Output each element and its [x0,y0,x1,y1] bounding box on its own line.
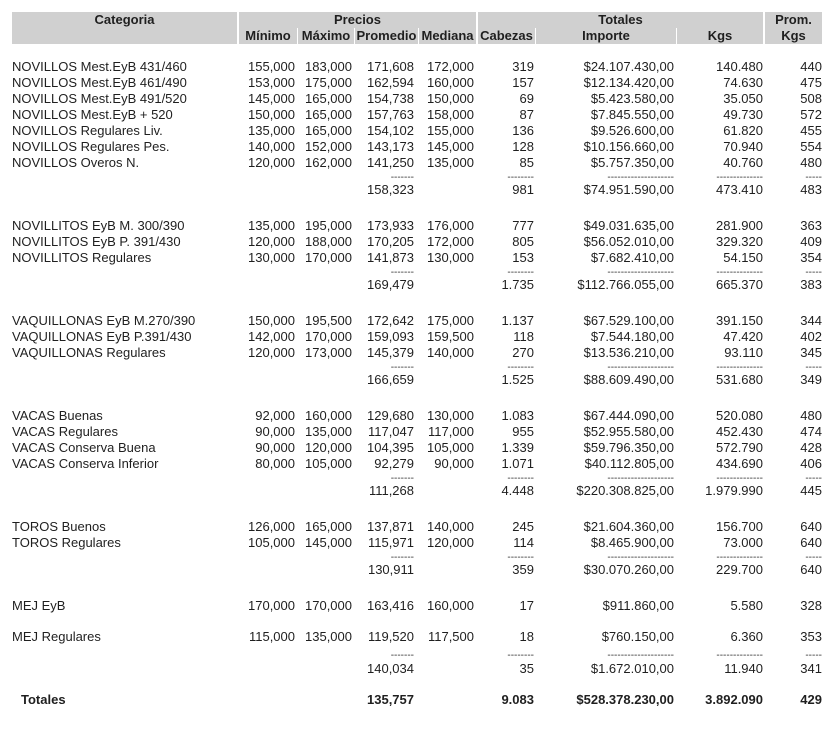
cell-importe: $13.536.210,00 [583,345,674,360]
cell-minimo: 145,000 [248,91,295,106]
separator-promedio: ------- [390,172,414,183]
cell-cabezas: 136 [512,123,534,138]
cell-importe: $12.134.420,00 [583,75,674,90]
cell-kgs: 452.430 [716,424,763,439]
cell-kgs: 35.050 [723,91,763,106]
cell-importe: $5.423.580,00 [590,91,674,106]
cell-importe: $9.526.600,00 [590,123,674,138]
cell-kgs: 572.790 [716,440,763,455]
subtotal-cabezas: 359 [512,562,534,577]
header-blank [12,28,237,44]
separator-cabezas: -------- [507,552,534,563]
separator-kgs: -------------- [716,362,763,373]
cell-promedio: 172,642 [367,313,414,328]
table-row [0,155,833,171]
table-row [0,139,833,155]
subtotal-row [0,483,833,499]
separator-prom: ----- [805,362,822,373]
table-row [0,535,833,551]
cell-mediana: 150,000 [427,91,474,106]
cell-categoria: NOVILLITOS EyB P. 391/430 [12,234,181,249]
separator-prom: ----- [805,172,822,183]
subtotal-promedio: 158,323 [367,182,414,197]
cell-kgs: 391.150 [716,313,763,328]
cell-cabezas: 777 [512,218,534,233]
cell-maximo: 162,000 [305,155,352,170]
cell-importe: $911.860,00 [602,598,674,613]
header-maximo: Máximo [298,28,354,44]
cell-mediana: 145,000 [427,139,474,154]
cell-categoria: MEJ EyB [12,598,66,613]
cell-importe: $24.107.430,00 [583,59,674,74]
cell-cabezas: 270 [512,345,534,360]
cell-maximo: 135,000 [305,424,352,439]
cell-minimo: 120,000 [248,234,295,249]
cell-maximo: 170,000 [305,250,352,265]
subtotal-prom: 349 [800,372,822,387]
cell-mediana: 160,000 [427,75,474,90]
table-row [0,424,833,440]
cell-promedio: 104,395 [367,440,414,455]
cell-maximo: 165,000 [305,123,352,138]
subtotal-importe: $74.951.590,00 [583,182,674,197]
cell-categoria: VAQUILLONAS EyB M.270/390 [12,313,196,328]
totals-prom: 429 [800,692,822,707]
subtotal-row [0,372,833,388]
subtotal-cabezas: 4.448 [501,483,534,498]
table-row [0,345,833,361]
subtotal-kgs: 229.700 [716,562,763,577]
cell-maximo: 170,000 [305,329,352,344]
cell-minimo: 90,000 [255,424,295,439]
cell-cabezas: 1.339 [501,440,534,455]
cell-cabezas: 114 [513,535,534,550]
cell-prom-kgs: 409 [800,234,822,249]
separator-importe: -------------------- [607,362,674,373]
cell-importe: $40.112.805,00 [584,456,674,471]
subtotal-prom: 445 [800,483,822,498]
cell-kgs: 73.000 [723,535,763,550]
cell-promedio: 117,047 [367,424,414,439]
cell-promedio: 141,250 [367,155,414,170]
subtotal-promedio: 140,034 [367,661,414,676]
cell-maximo: 160,000 [305,408,352,423]
separator-kgs: -------------- [716,172,763,183]
cell-kgs: 74.630 [723,75,763,90]
cell-categoria: TOROS Buenos [12,519,106,534]
cell-kgs: 49.730 [723,107,763,122]
table-row [0,91,833,107]
cell-maximo: 135,000 [305,629,352,644]
cell-maximo: 120,000 [305,440,352,455]
cell-cabezas: 85 [519,155,534,170]
cell-importe: $7.682.410,00 [590,250,674,265]
separator-prom: ----- [805,650,822,661]
cell-mediana: 117,000 [427,424,474,439]
totals-label: Totales [21,692,66,707]
cell-importe: $52.955.580,00 [583,424,674,439]
subtotal-promedio: 169,479 [367,277,414,292]
cell-mediana: 160,000 [427,598,474,613]
cell-importe: $5.757.350,00 [590,155,674,170]
cell-categoria: NOVILLOS Mest.EyB 491/520 [12,91,187,106]
cell-categoria: TOROS Regulares [12,535,121,550]
table-row [0,313,833,329]
cell-categoria: VACAS Conserva Inferior [12,456,159,471]
cell-importe: $8.465.900,00 [590,535,674,550]
cell-prom-kgs: 428 [800,440,822,455]
cell-categoria: NOVILLOS Mest.EyB 461/490 [12,75,187,90]
cell-mediana: 90,000 [434,456,474,471]
subtotal-prom: 383 [800,277,822,292]
cell-cabezas: 955 [512,424,534,439]
cell-promedio: 163,416 [367,598,414,613]
subtotal-promedio: 111,268 [368,483,414,498]
subtotal-importe: $112.766.055,00 [577,277,674,292]
table-row [0,519,833,535]
cell-cabezas: 319 [512,59,534,74]
cell-categoria: NOVILLOS Regulares Liv. [12,123,163,138]
subtotal-kgs: 473.410 [716,182,763,197]
separator-importe: -------------------- [607,473,674,484]
table-row [0,75,833,91]
cell-promedio: 141,873 [367,250,414,265]
cell-categoria: NOVILLOS Regulares Pes. [12,139,170,154]
separator-promedio: ------- [390,473,414,484]
cell-prom-kgs: 475 [800,75,822,90]
cell-maximo: 170,000 [305,598,352,613]
cell-mediana: 135,000 [427,155,474,170]
cell-kgs: 70.940 [723,139,763,154]
cell-mediana: 117,500 [427,629,474,644]
table-row [0,629,833,645]
cell-prom-kgs: 345 [800,345,822,360]
separator-importe: -------------------- [607,552,674,563]
totals-kgs: 3.892.090 [705,692,763,707]
subtotal-cabezas: 35 [519,661,534,676]
cell-mediana: 176,000 [427,218,474,233]
separator-promedio: ------- [390,362,414,373]
cell-cabezas: 1.071 [501,456,534,471]
cell-cabezas: 1.137 [501,313,534,328]
totals-row [0,692,833,708]
subtotal-kgs: 1.979.990 [705,483,763,498]
header-precios: Precios [239,12,476,28]
cell-importe: $21.604.360,00 [583,519,674,534]
subtotal-promedio: 130,911 [367,562,414,577]
cell-kgs: 140.480 [716,59,763,74]
header-cabezas: Cabezas [478,28,535,44]
table-row [0,234,833,250]
cell-minimo: 105,000 [248,535,295,550]
cell-mediana: 120,000 [427,535,474,550]
cell-categoria: NOVILLOS Mest.EyB + 520 [12,107,173,122]
subtotal-importe: $30.070.260,00 [583,562,674,577]
cell-kgs: 61.820 [723,123,763,138]
cell-cabezas: 18 [519,629,534,644]
subtotal-prom: 483 [800,182,822,197]
cell-promedio: 162,594 [367,75,414,90]
cell-prom-kgs: 455 [800,123,822,138]
cell-prom-kgs: 344 [800,313,822,328]
cell-maximo: 152,000 [305,139,352,154]
subtotal-kgs: 665.370 [716,277,763,292]
cell-importe: $10.156.660,00 [583,139,674,154]
cell-minimo: 155,000 [248,59,295,74]
header-prom-kgs: Kgs [765,28,822,44]
cell-minimo: 170,000 [248,598,295,613]
cell-categoria: VAQUILLONAS Regulares [12,345,166,360]
header-promedio: Promedio [356,28,417,43]
cell-mediana: 158,000 [427,107,474,122]
cell-cabezas: 153 [512,250,534,265]
cell-kgs: 6.360 [730,629,763,644]
cell-kgs: 40.760 [723,155,763,170]
subtotal-kgs: 531.680 [716,372,763,387]
separator-cabezas: -------- [507,267,534,278]
cell-importe: $7.544.180,00 [590,329,674,344]
cell-prom-kgs: 474 [800,424,822,439]
separator-kgs: -------------- [716,473,763,484]
table-row [0,408,833,424]
cell-mediana: 175,000 [427,313,474,328]
cell-minimo: 142,000 [248,329,295,344]
cell-maximo: 145,000 [305,535,352,550]
cell-maximo: 165,000 [305,107,352,122]
table-row [0,329,833,345]
cell-prom-kgs: 640 [800,519,822,534]
separator-importe: -------------------- [607,650,674,661]
separator-cabezas: -------- [507,172,534,183]
header-minimo: Mínimo [239,28,297,44]
cell-prom-kgs: 480 [800,408,822,423]
cell-prom-kgs: 554 [800,139,822,154]
cell-importe: $49.031.635,00 [583,218,674,233]
cell-minimo: 150,000 [248,313,295,328]
cell-promedio: 143,173 [367,139,414,154]
cell-minimo: 135,000 [248,218,295,233]
cell-maximo: 173,000 [305,345,352,360]
separator-promedio: ------- [390,650,414,661]
cell-maximo: 195,500 [305,313,352,328]
cell-mediana: 140,000 [427,345,474,360]
cell-promedio: 171,608 [367,59,414,74]
separator-promedio: ------- [390,267,414,278]
cell-prom-kgs: 480 [800,155,822,170]
cell-prom-kgs: 328 [800,598,822,613]
cell-cabezas: 118 [513,329,534,344]
cell-maximo: 183,000 [305,59,352,74]
cell-categoria: VAQUILLONAS EyB P.391/430 [12,329,192,344]
separator-cabezas: -------- [507,650,534,661]
cell-categoria: NOVILLITOS EyB M. 300/390 [12,218,185,233]
cell-promedio: 157,763 [367,107,414,122]
cell-kgs: 520.080 [716,408,763,423]
cell-categoria: VACAS Conserva Buena [12,440,156,455]
separator-importe: -------------------- [607,267,674,278]
cell-minimo: 150,000 [248,107,295,122]
cell-cabezas: 69 [519,91,534,106]
cell-maximo: 165,000 [305,519,352,534]
cell-minimo: 80,000 [255,456,295,471]
table-row [0,250,833,266]
subtotal-importe: $88.609.490,00 [583,372,674,387]
cell-cabezas: 157 [512,75,534,90]
subtotal-row [0,661,833,677]
separator-prom: ----- [805,267,822,278]
separator-importe: -------------------- [607,172,674,183]
cell-prom-kgs: 572 [800,107,822,122]
cell-minimo: 120,000 [248,155,295,170]
cell-categoria: NOVILLOS Overos N. [12,155,140,170]
cell-prom-kgs: 508 [800,91,822,106]
cell-maximo: 175,000 [305,75,352,90]
cell-importe: $760.150,00 [601,629,674,644]
cell-prom-kgs: 640 [800,535,822,550]
header-importe: Importe [536,28,676,44]
cell-importe: $56.052.010,00 [583,234,674,249]
table-row [0,107,833,123]
cell-promedio: 129,680 [367,408,414,423]
cell-mediana: 155,000 [427,123,474,138]
subtotal-prom: 341 [800,661,822,676]
subtotal-cabezas: 981 [512,182,534,197]
table-row [0,123,833,139]
cell-minimo: 130,000 [248,250,295,265]
cell-prom-kgs: 406 [800,456,822,471]
cell-maximo: 195,000 [305,218,352,233]
cell-maximo: 105,000 [305,456,352,471]
separator-promedio: ------- [390,552,414,563]
cell-promedio: 170,205 [367,234,414,249]
cell-mediana: 130,000 [427,408,474,423]
table-row [0,440,833,456]
cell-promedio: 92,279 [374,456,414,471]
cell-kgs: 329.320 [716,234,763,249]
subtotal-cabezas: 1.525 [501,372,534,387]
cell-kgs: 434.690 [716,456,763,471]
cell-minimo: 140,000 [248,139,295,154]
separator-prom: ----- [805,473,822,484]
subtotal-promedio: 166,659 [367,372,414,387]
cell-prom-kgs: 353 [800,629,822,644]
subtotal-importe: $1.672.010,00 [590,661,674,676]
cell-cabezas: 17 [519,598,534,613]
totals-cabezas: 9.083 [501,692,534,707]
cell-categoria: VACAS Buenas [12,408,103,423]
cell-importe: $67.529.100,00 [583,313,674,328]
cell-kgs: 156.700 [716,519,763,534]
cell-importe: $7.845.550,00 [590,107,674,122]
cell-prom-kgs: 440 [800,59,822,74]
header-kgs: Kgs [677,28,763,44]
cell-maximo: 165,000 [305,91,352,106]
cell-categoria: MEJ Regulares [12,629,101,644]
separator-kgs: -------------- [716,650,763,661]
cell-kgs: 54.150 [723,250,763,265]
cell-categoria: NOVILLITOS Regulares [12,250,152,265]
cell-importe: $67.444.090,00 [583,408,674,423]
cell-cabezas: 128 [512,139,534,154]
table-row [0,218,833,234]
separator-kgs: -------------- [716,267,763,278]
separator-cabezas: -------- [507,473,534,484]
table-row [0,598,833,614]
cell-promedio: 154,102 [367,123,414,138]
subtotal-row [0,562,833,578]
cell-prom-kgs: 354 [800,250,822,265]
cell-minimo: 135,000 [248,123,295,138]
cell-cabezas: 805 [512,234,534,249]
header-categoria: Categoria [12,12,237,28]
cell-kgs: 281.900 [716,218,763,233]
cell-minimo: 115,000 [248,629,295,644]
subtotal-kgs: 11.940 [724,661,763,676]
header-totales: Totales [478,12,763,28]
subtotal-row [0,182,833,198]
cell-minimo: 153,000 [248,75,295,90]
cell-minimo: 120,000 [248,345,295,360]
cell-cabezas: 245 [512,519,534,534]
subtotal-cabezas: 1.735 [501,277,534,292]
cell-prom-kgs: 363 [800,218,822,233]
cell-promedio: 159,093 [367,329,414,344]
cell-minimo: 92,000 [255,408,295,423]
cell-cabezas: 1.083 [501,408,534,423]
cell-prom-kgs: 402 [800,329,822,344]
separator-cabezas: -------- [507,362,534,373]
cell-mediana: 172,000 [427,234,474,249]
cell-importe: $59.796.350,00 [583,440,674,455]
separator-kgs: -------------- [716,552,763,563]
cell-kgs: 5.580 [730,598,763,613]
cell-promedio: 154,738 [367,91,414,106]
cell-maximo: 188,000 [305,234,352,249]
cell-mediana: 130,000 [427,250,474,265]
cell-promedio: 145,379 [367,345,414,360]
cell-kgs: 47.420 [723,329,763,344]
cell-categoria: VACAS Regulares [12,424,118,439]
cell-mediana: 172,000 [427,59,474,74]
header-mediana: Mediana [419,28,476,44]
subtotal-row [0,277,833,293]
cell-mediana: 105,000 [427,440,474,455]
table-row [0,59,833,75]
cell-cabezas: 87 [519,107,534,122]
subtotal-importe: $220.308.825,00 [576,483,674,498]
cell-promedio: 119,520 [367,629,414,644]
cell-promedio: 173,933 [367,218,414,233]
header-prom: Prom. [765,12,822,28]
separator-prom: ----- [805,552,822,563]
cell-mediana: 159,500 [427,329,474,344]
totals-importe: $528.378.230,00 [576,692,674,707]
cell-minimo: 90,000 [255,440,295,455]
totals-promedio: 135,757 [367,692,414,707]
cell-promedio: 115,971 [367,535,414,550]
subtotal-prom: 640 [800,562,822,577]
cell-promedio: 137,871 [367,519,414,534]
cell-minimo: 126,000 [248,519,295,534]
table-row [0,456,833,472]
cell-mediana: 140,000 [427,519,474,534]
cell-kgs: 93.110 [724,345,763,360]
cell-categoria: NOVILLOS Mest.EyB 431/460 [12,59,187,74]
